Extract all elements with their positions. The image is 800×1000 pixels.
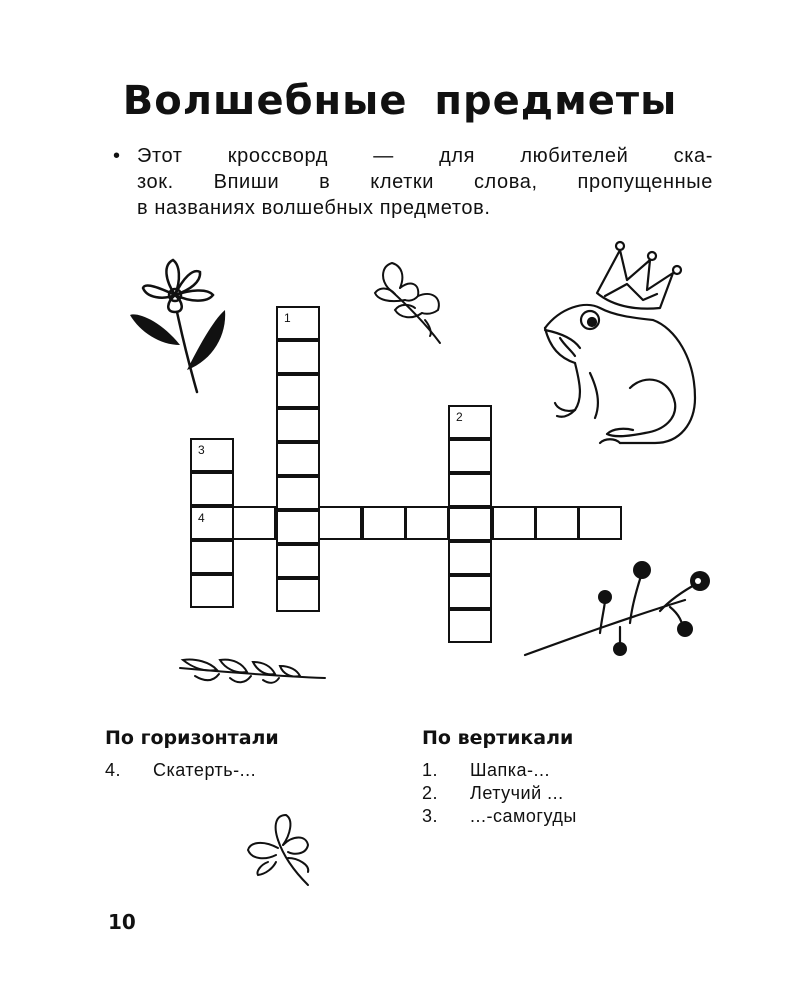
intro-line: в названиях волшебных предметов. <box>137 197 491 219</box>
crossword-cell[interactable] <box>448 507 492 541</box>
clue-number: 1. <box>422 760 439 780</box>
crossword-cell[interactable] <box>448 609 492 643</box>
cell-number: 4 <box>198 511 205 525</box>
fern-sprig-icon <box>175 648 330 688</box>
crossword-cell[interactable] <box>190 540 234 574</box>
crossword-cell[interactable] <box>492 506 536 540</box>
crossword-cell[interactable] <box>276 306 320 340</box>
clue-number: 2. <box>422 783 439 803</box>
clue-down-2 <box>422 783 564 804</box>
crossword-cell[interactable] <box>578 506 622 540</box>
clue-text: Летучий ... <box>470 783 564 803</box>
intro-text <box>113 143 713 221</box>
intro-line: зок. Впиши в клетки слова, пропущенные <box>137 171 713 193</box>
clue-number: 3. <box>422 806 439 826</box>
crossword-cell[interactable] <box>448 405 492 439</box>
page-number: 10 <box>108 910 136 934</box>
clue-across-4 <box>105 760 256 781</box>
frog-prince-icon <box>535 238 710 448</box>
crossword-cell[interactable] <box>232 506 276 540</box>
clues-across-heading: По горизонтали <box>105 727 279 749</box>
bullet: • <box>113 145 121 167</box>
crossword-cell[interactable] <box>276 544 320 578</box>
crossword-cell[interactable] <box>318 506 362 540</box>
berry-branch-icon <box>520 555 720 665</box>
crossword-cell[interactable] <box>448 439 492 473</box>
clue-text: ...-самогуды <box>470 806 577 826</box>
clue-number: 4. <box>105 760 122 780</box>
crossword-cell[interactable] <box>448 473 492 507</box>
crossword-cell[interactable] <box>276 374 320 408</box>
crossword-cell[interactable] <box>448 575 492 609</box>
crossword-cell[interactable] <box>190 472 234 506</box>
intro-line: Этот кроссворд — для любителей ска- <box>137 145 713 167</box>
crossword-cell[interactable] <box>405 506 449 540</box>
clue-text: Скатерть-... <box>153 760 257 780</box>
crossword-cell[interactable] <box>276 476 320 510</box>
cell-number: 1 <box>284 311 291 325</box>
leaf-icon <box>238 810 328 890</box>
crossword-cell[interactable] <box>276 340 320 374</box>
crossword-cell[interactable] <box>448 541 492 575</box>
crossword-cell[interactable] <box>276 578 320 612</box>
cell-number: 3 <box>198 443 205 457</box>
crossword-cell[interactable] <box>362 506 406 540</box>
crossword-cell[interactable] <box>535 506 579 540</box>
clue-down-3 <box>422 806 577 827</box>
crossword-cell[interactable] <box>276 510 320 544</box>
crossword-cell[interactable] <box>276 442 320 476</box>
page-title: Волшебные предметы <box>122 78 678 124</box>
crossword-cell[interactable] <box>276 408 320 442</box>
clue-text: Шапка-... <box>470 760 551 780</box>
clue-down-1 <box>422 760 550 781</box>
leaf-icon <box>370 258 455 348</box>
crossword-cell[interactable] <box>190 438 234 472</box>
cell-number: 2 <box>456 410 463 424</box>
clues-down-heading: По вертикали <box>422 727 574 749</box>
crossword-cell[interactable] <box>190 506 234 540</box>
crossword-cell[interactable] <box>190 574 234 608</box>
flower-icon <box>125 250 235 400</box>
